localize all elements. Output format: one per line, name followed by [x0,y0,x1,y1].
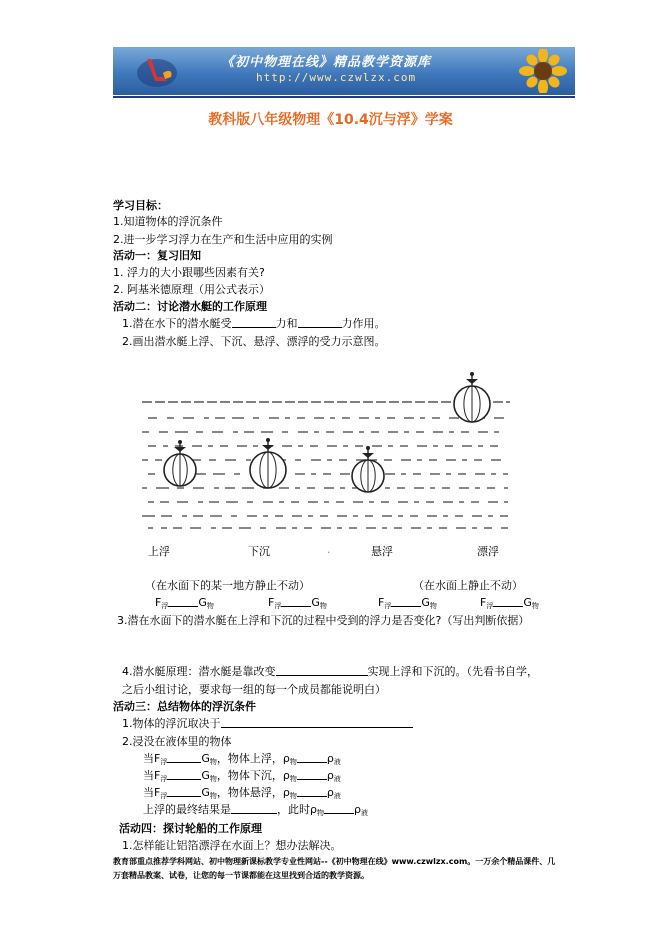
objectives-heading: 学习目标： [113,199,168,212]
submarine-diagram [130,360,520,538]
note-float: （在水面上静止不动） [413,579,523,592]
banner-url: http://www.czwlzx.com [256,71,417,84]
condition-sink: 当$F_浮$ $G_物$，物体下沉，$\rho_物$ $\rho_液$ [143,769,341,783]
submarine-float [454,372,490,422]
activity3-q2: 2.浸没在液体里的物体 [122,735,232,748]
force-relation: $F_浮$ $G_物$ [268,596,327,610]
note-suspend: （在水面下的某一地方静止不动） [145,579,310,592]
activity2-heading: 活动二：讨论潜水艇的工作原理 [113,300,267,313]
activity2-q2: 2.画出潜水艇上浮、下沉、悬浮、漂浮的受力示意图。 [122,335,386,348]
objective-item: 1.知道物体的浮沉条件 [113,215,223,228]
activity4-q1: 1.怎样能让铝箔漂浮在水面上？想办法解决。 [122,839,342,852]
submarine-rise [164,440,196,486]
header-banner [113,47,575,95]
activity2-q1: 1.潜在水下的潜水艇受 力和 力作用。 [122,317,386,330]
force-relation: $F_浮$ $G_物$ [378,596,437,610]
activity4-heading: 活动四：探讨轮船的工作原理 [119,822,262,835]
sunflower-icon [513,49,571,93]
objective-item: 2.进一步学习浮力在生产和生活中应用的实例 [113,233,333,246]
force-relation: $F_浮$ $G_物$ [480,596,539,610]
condition-final: 上浮的最终结果是 ，此时$\rho_物$ $\rho_液$ [143,803,368,817]
condition-rise: 当$F_浮$ $G_物$，物体上浮，$\rho_物$ $\rho_液$ [143,752,341,766]
state-label-float: 漂浮 [477,545,499,558]
submarine-suspend [352,446,384,492]
force-relation: $F_浮$ $G_物$ [155,596,214,610]
dot: . [327,543,331,556]
banner-underline [113,96,575,98]
state-label-rise: 上浮 [148,545,170,558]
activity2-q4-cont: 之后小组讨论，要求每一组的每一个成员都能说明白） [122,683,386,696]
activity1-item: 1. 浮力的大小跟哪些因素有关? [113,266,265,279]
footer-note: 教育部重点推荐学科网站、初中物理新课标教学专业性网站--《初中物理在线》www.czwlzx.com。一万余个精品课件、几万套精品教案、试卷，让您的每一节课都能在这里找到合适的教学资源。 [113,857,556,880]
logo-icon [133,51,181,91]
activity3-heading: 活动三：总结物体的浮沉条件 [113,700,256,713]
activity1-item: 2. 阿基米德原理（用公式表示） [113,283,270,296]
activity2-q3: 3.潜在水面下的潜水艇在上浮和下沉的过程中受到的浮力是否变化?（写出判断依据） [117,614,530,627]
state-label-sink: 下沉 [248,545,270,558]
page-title: 教科版八年级物理《10.4沉与浮》学案 [208,112,453,128]
condition-suspend: 当$F_浮$ $G_物$，物体悬浮，$\rho_物$ $\rho_液$ [143,786,341,800]
banner-title: 《初中物理在线》精品教学资源库 [221,55,432,70]
activity3-q1: 1.物体的浮沉取决于 [122,715,413,731]
state-label-suspend: 悬浮 [371,545,393,558]
activity2-q4: 4.潜水艇原理：潜水艇是靠改变 实现上浮和下沉的。（先看书自学， [122,665,538,678]
activity1-heading: 活动一：复习旧知 [113,249,201,262]
